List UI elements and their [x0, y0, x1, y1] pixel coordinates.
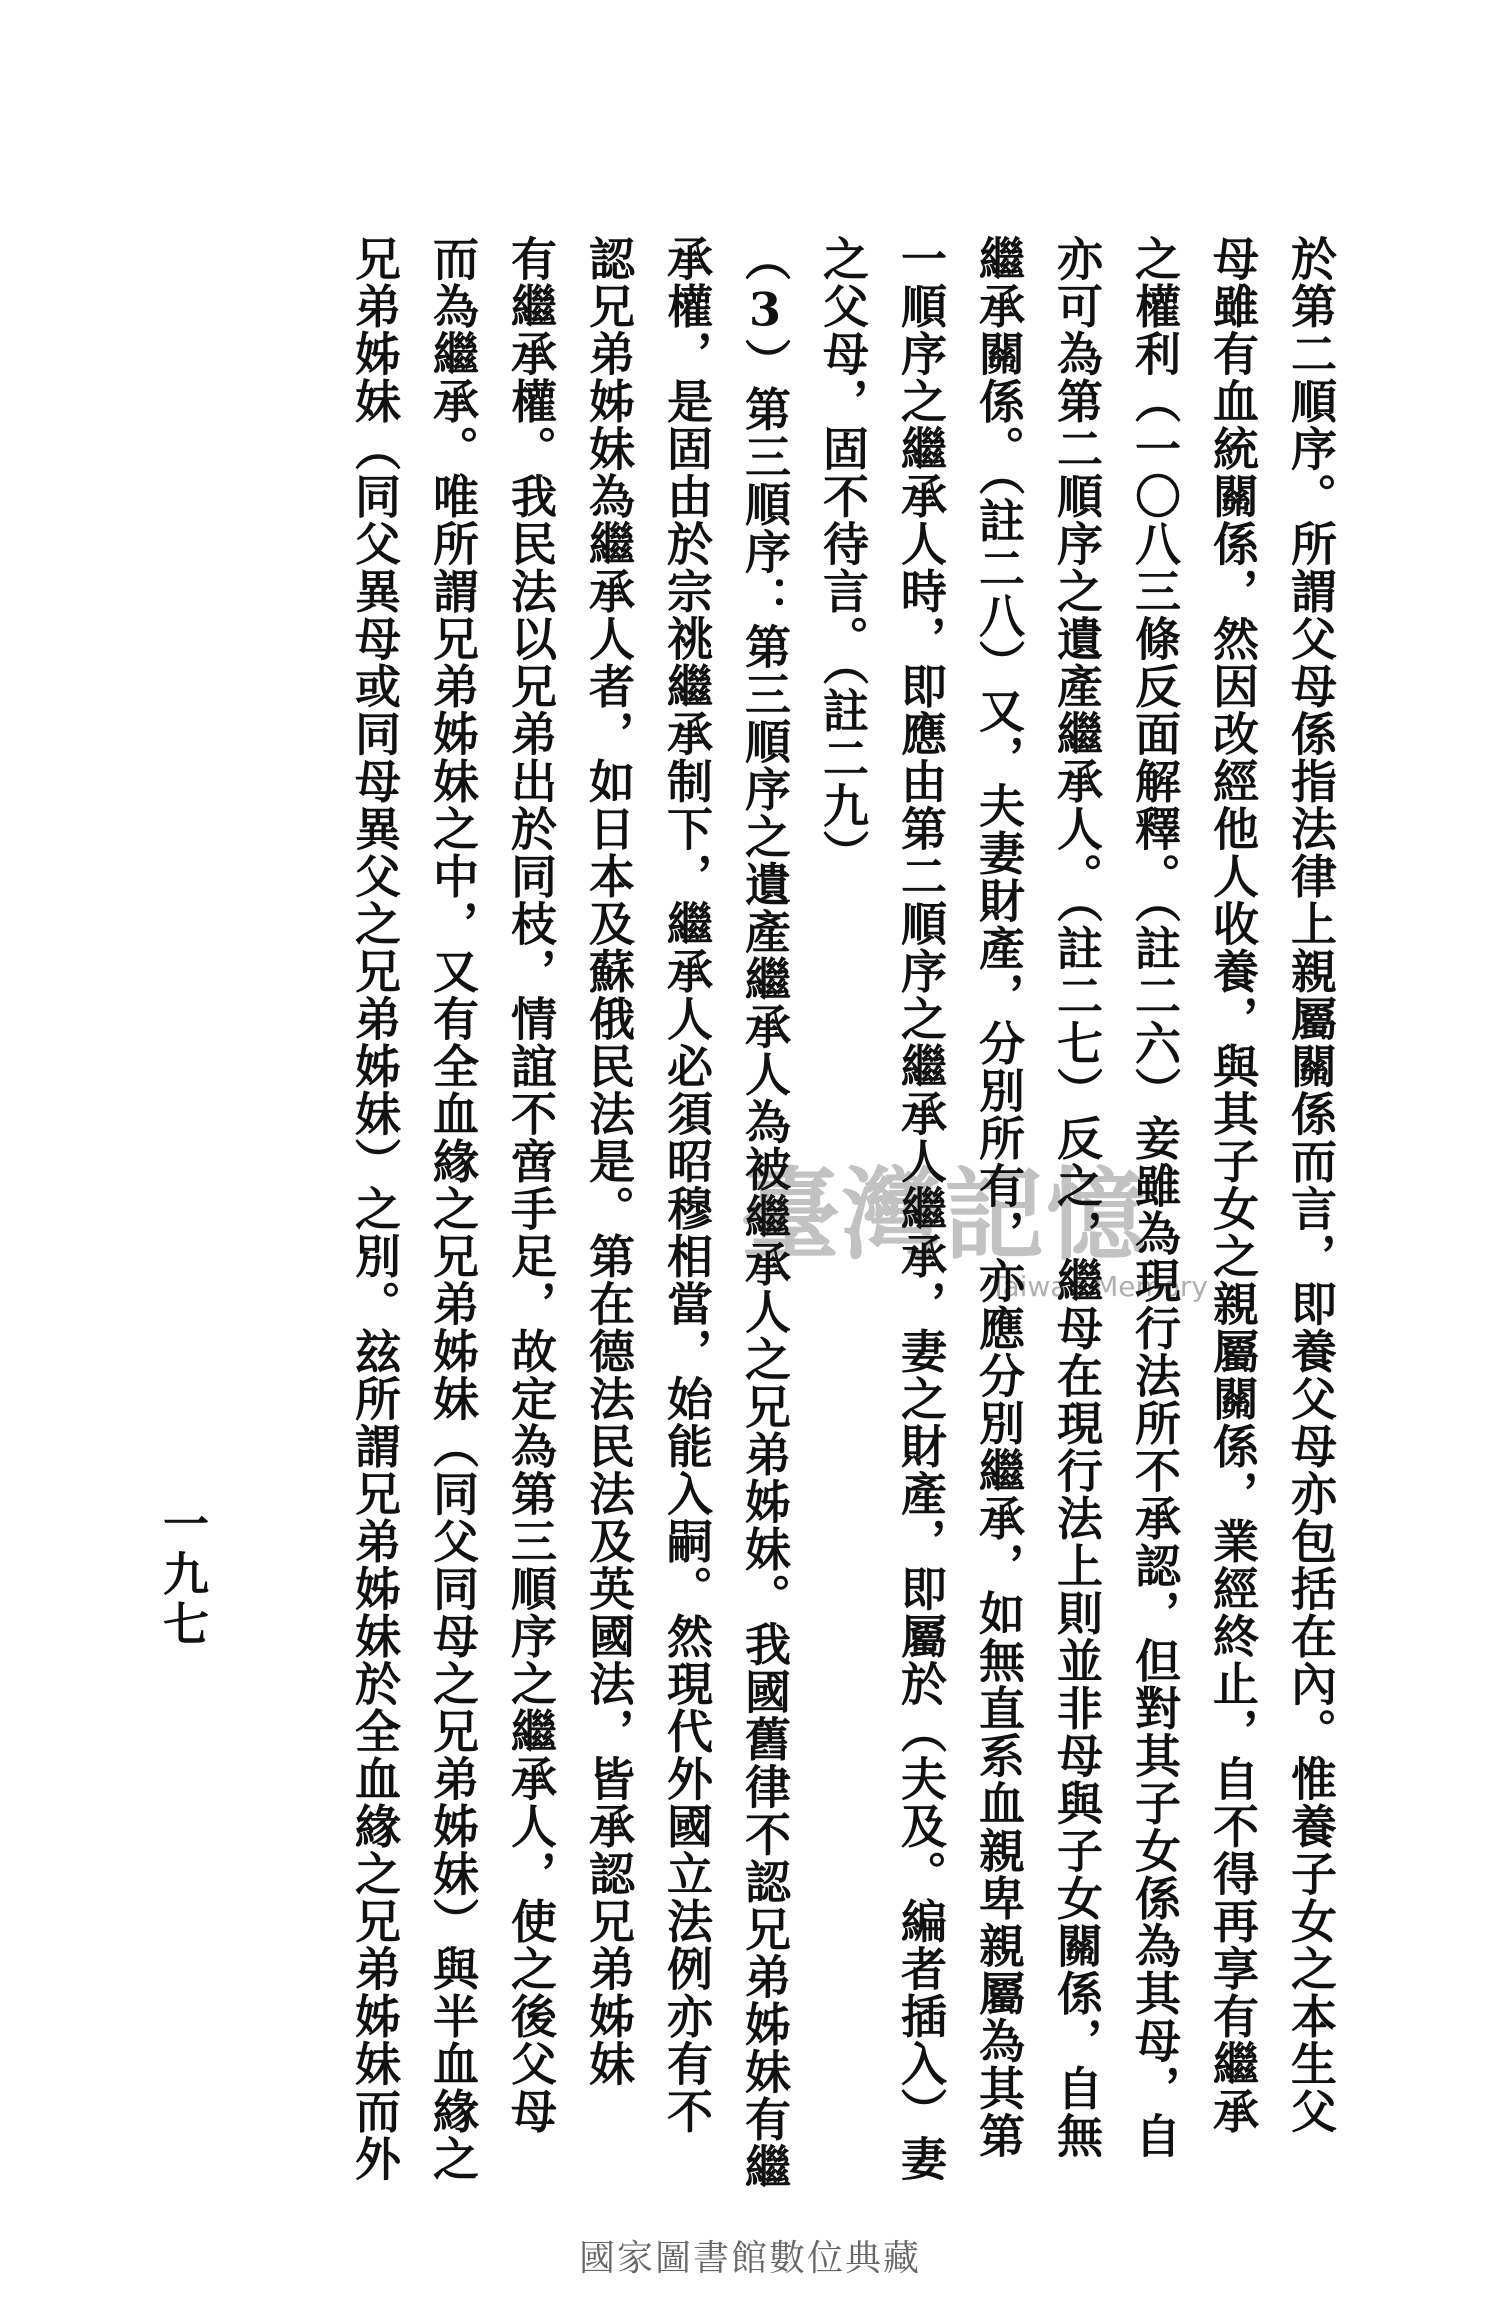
vertical-text-body: [336, 235, 1350, 2191]
text-column-11: 有繼承權。我民法以兄弟出於同枝，情誼不啻手足，故定為第三順序之繼承人，使之後父母: [504, 235, 558, 2135]
text-column-4: 亦可為第二順序之遺產繼承人。（註二七）反之，繼母在現行法上則並非母與子女關係，自無: [1050, 235, 1104, 2160]
text-column-13: 兄弟姊妹（同父異母或同母異父之兄弟姊妹）之別。玆所謂兄弟姊妹於全血緣之兄弟姊妹而外: [348, 235, 402, 2183]
text-column-9: 承權，是固由於宗祧繼承制下，繼承人必須昭穆相當，始能入嗣。然現代外國立法例亦有不: [660, 235, 714, 2135]
text-column-3: 之權利（一〇八三條反面解釋。（註二六）妾雖為現行法所不承認，但對其子女係為其母，自: [1128, 235, 1182, 2160]
text-column-2: 母雖有血統關係，然因改經他人收養，與其子女之親屬關係，業經終止，自不得再享有繼承: [1206, 235, 1260, 2135]
text-column-12: 而為繼承。唯所謂兄弟姊妹之中，又有全血緣之兄弟姊妹（同父同母之兄弟姊妹）與半血緣之: [426, 235, 480, 2183]
library-footer: 國家圖書館數位典藏: [578, 2238, 921, 2279]
text-column-10: 認兄弟姊妹為繼承人者，如日本及蘇俄民法是。第在德法民法及英國法，皆承認兄弟姊妹: [582, 235, 636, 2088]
text-column-5: 繼承關係。（註二八）又，夫妻財產，分別所有，亦應分別繼承，如無直系血親卑親屬為其第: [972, 235, 1026, 2160]
taiwan-memory-watermark: 臺灣記憶: [740, 1156, 1148, 1274]
text-column-1: 於第二順序。所謂父母係指法律上親屬關係而言，即養父母亦包括在內。惟養子女之本生父: [1284, 235, 1338, 2135]
taiwan-memory-watermark-subtitle: Taiwan Memory: [990, 1270, 1208, 1303]
text-column-8: （3）第三順序：第三順序之遺產繼承人為被繼承人之兄弟姊妹。我國舊律不認兄弟姊妹有繼: [738, 235, 792, 2191]
text-column-7: 之父母，固不待言。（註二九）: [816, 235, 870, 877]
page-number: 一九七: [156, 1500, 210, 1650]
text-column-6: 一順序之繼承人時，即應由第二順序之繼承人繼承，妻之財產，即屬於（夫及。編者插入）妻: [894, 235, 948, 2183]
